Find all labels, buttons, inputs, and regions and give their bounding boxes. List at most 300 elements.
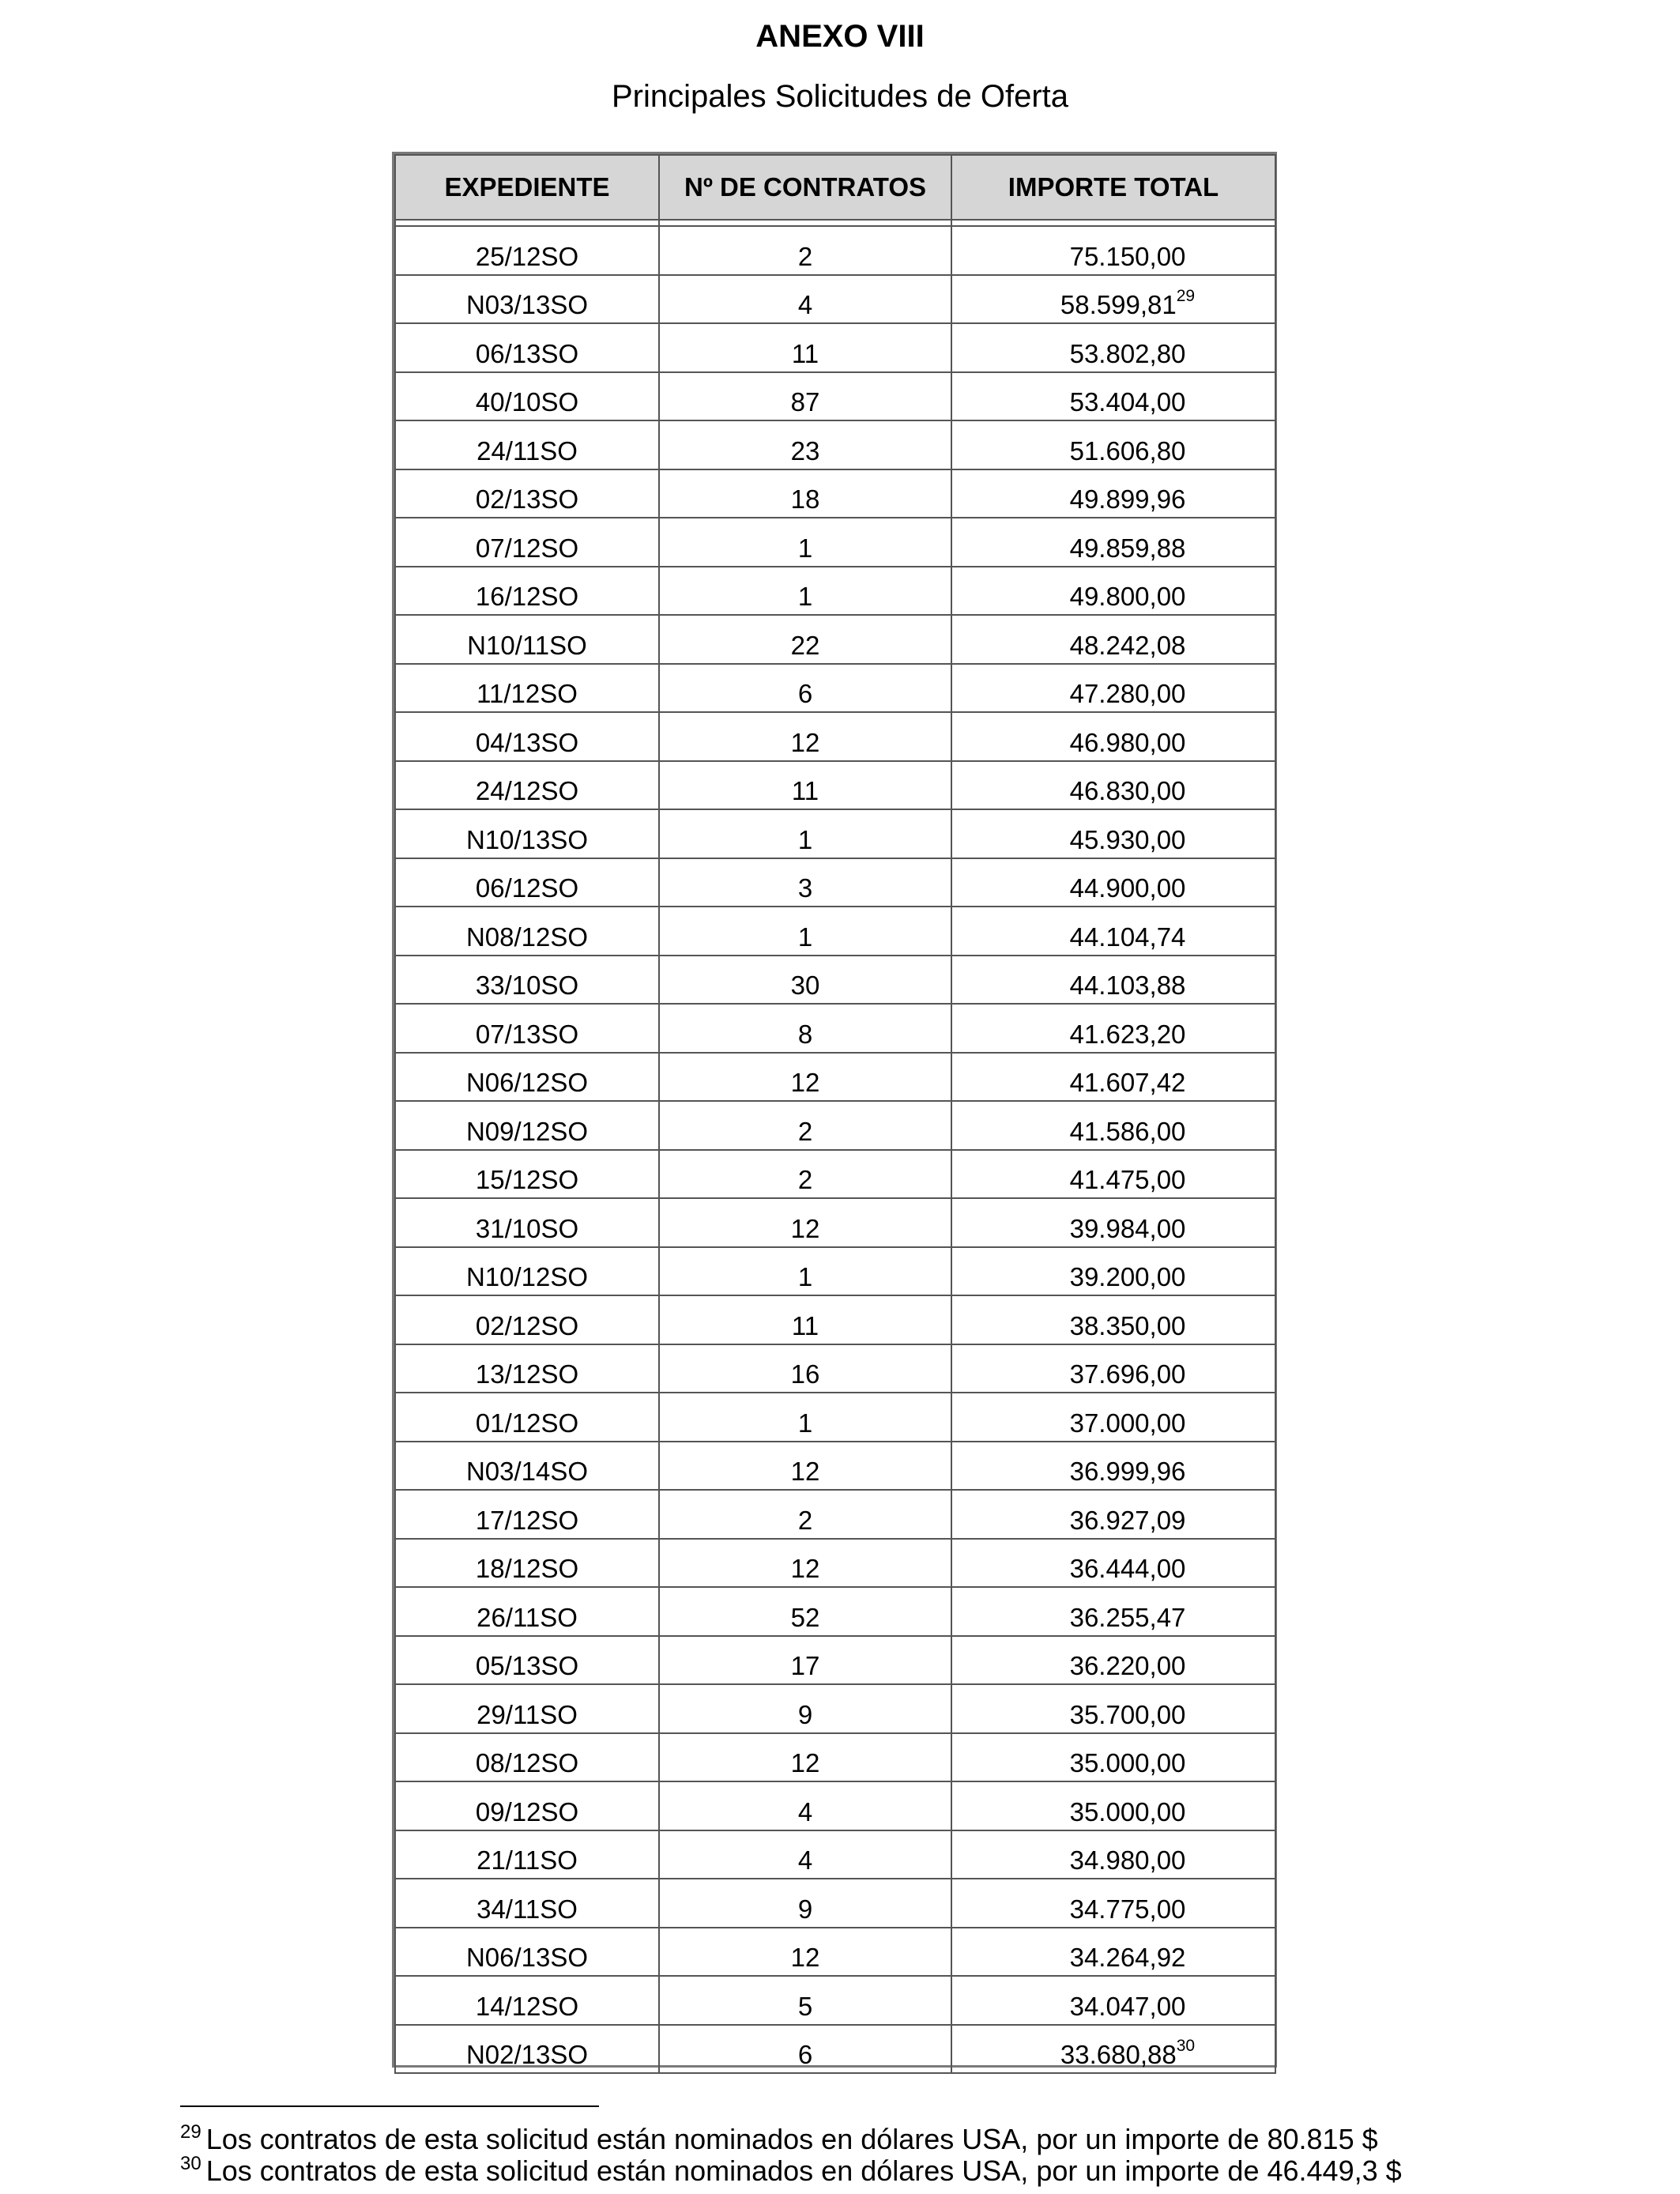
- cell-expediente: [395, 372, 659, 421]
- cell-contratos-text: 11: [791, 1310, 819, 1340]
- cell-contratos-text: 8: [797, 1019, 813, 1049]
- footnote-separator: [180, 2105, 599, 2107]
- cell-importe: [951, 1247, 1275, 1296]
- cell-contratos-text: 1: [797, 824, 813, 854]
- cell-contratos: [659, 1004, 951, 1053]
- cell-expediente-text: 04/13SO: [475, 727, 579, 757]
- cell-importe-wrap: [952, 824, 1275, 858]
- cell-contratos: [659, 712, 951, 761]
- cell-importe-wrap: [952, 630, 1275, 663]
- cell-contratos-text: 1: [797, 1408, 813, 1438]
- table-row: [395, 761, 1275, 810]
- cell-contratos-text: 6: [797, 679, 813, 708]
- cell-contratos: [659, 1490, 951, 1539]
- cell-expediente-text: 13/12SO: [475, 1359, 579, 1389]
- cell-importe-text: 38.350,00: [1069, 1310, 1186, 1340]
- cell-contratos: [659, 518, 951, 567]
- cell-contratos-text: 23: [790, 435, 820, 466]
- cell-contratos: [659, 1928, 951, 1977]
- cell-contratos: [659, 1539, 951, 1588]
- cell-importe-wrap: [952, 1164, 1275, 1197]
- cell-expediente: [395, 226, 659, 275]
- cell-importe-wrap: [952, 873, 1275, 906]
- table-row: [395, 1733, 1275, 1782]
- cell-expediente: [395, 956, 659, 1005]
- footnote-number: 30: [180, 2153, 202, 2174]
- cell-importe-wrap: [952, 241, 1275, 274]
- cell-expediente: [395, 1198, 659, 1247]
- table-row: [395, 518, 1275, 567]
- cell-contratos: [659, 1393, 951, 1442]
- table-row: [395, 1490, 1275, 1539]
- table-row: [395, 1295, 1275, 1344]
- cell-importe-text: 47.280,00: [1069, 679, 1186, 708]
- cell-expediente-text: 24/12SO: [475, 776, 579, 805]
- cell-expediente: [395, 1344, 659, 1393]
- cell-contratos: [659, 809, 951, 858]
- cell-importe: [951, 1295, 1275, 1344]
- cell-expediente: [395, 420, 659, 469]
- cell-contratos-text: 5: [797, 1991, 813, 2021]
- cell-contratos: [659, 1587, 951, 1636]
- cell-expediente: [395, 1830, 659, 1879]
- cell-importe-text: 46.980,00: [1069, 727, 1186, 757]
- cell-contratos-text: 12: [790, 1943, 820, 1972]
- cell-contratos-text: 2: [797, 1116, 813, 1146]
- footnote-text: Los contratos de esta solicitud están nominados en dólares USA, por un importe de 46.449,3 $: [205, 2154, 1402, 2187]
- cell-contratos-text: 12: [790, 727, 820, 757]
- cell-importe: [951, 1830, 1275, 1879]
- cell-importe-wrap: [952, 1991, 1275, 2024]
- cell-importe-text: 41.607,42: [1069, 1068, 1186, 1097]
- table-row: [395, 1879, 1275, 1928]
- cell-expediente: [395, 1053, 659, 1102]
- table-row: [395, 1442, 1275, 1491]
- header-spacer: [395, 220, 1275, 226]
- cell-importe-wrap: [952, 970, 1275, 1003]
- cell-expediente-text: 11/12SO: [477, 679, 578, 708]
- cell-expediente: [395, 664, 659, 713]
- cell-contratos-text: 2: [797, 1505, 813, 1535]
- cell-contratos-text: 22: [790, 630, 820, 660]
- cell-contratos-text: 16: [790, 1359, 820, 1389]
- cell-importe-text: 41.586,00: [1069, 1116, 1186, 1146]
- cell-expediente: [395, 809, 659, 858]
- cell-expediente-text: N08/12SO: [465, 922, 589, 952]
- table-row: [395, 1636, 1275, 1685]
- cell-importe-wrap: [952, 484, 1275, 517]
- cell-importe-text: 44.103,88: [1069, 971, 1186, 1000]
- cell-importe: [951, 420, 1275, 469]
- cell-importe-wrap: [952, 1067, 1275, 1100]
- cell-expediente-text: 17/12SO: [475, 1505, 579, 1535]
- cell-importe-wrap: [952, 1505, 1275, 1538]
- table-row: [395, 1781, 1275, 1830]
- cell-contratos: [659, 664, 951, 713]
- cell-expediente-text: 09/12SO: [475, 1796, 579, 1826]
- cell-importe-text: 36.220,00: [1069, 1651, 1186, 1680]
- cell-importe-wrap: [952, 533, 1275, 566]
- table-row: [395, 858, 1275, 907]
- table-row: [395, 275, 1275, 324]
- cell-contratos: [659, 1781, 951, 1830]
- cell-importe-text: 35.000,00: [1069, 1748, 1186, 1777]
- table-row: [395, 226, 1275, 275]
- table-row: [395, 615, 1275, 664]
- cell-contratos-text: 1: [797, 582, 813, 611]
- cell-importe-text: 36.255,47: [1069, 1602, 1186, 1632]
- cell-importe-text: 41.623,20: [1069, 1019, 1186, 1049]
- table-row: [395, 1393, 1275, 1442]
- cell-expediente: [395, 615, 659, 664]
- cell-contratos-text: 12: [790, 1068, 820, 1097]
- cell-expediente: [395, 1879, 659, 1928]
- cell-importe-text: 39.200,00: [1069, 1262, 1186, 1291]
- cell-expediente: [395, 469, 659, 518]
- cell-importe-wrap: [952, 1942, 1275, 1975]
- table-frame: [392, 152, 1277, 2068]
- cell-expediente: [395, 1733, 659, 1782]
- cell-importe: [951, 469, 1275, 518]
- cell-contratos-text: 4: [797, 1845, 813, 1875]
- cell-expediente-text: 26/11SO: [477, 1602, 578, 1632]
- cell-importe: [951, 1733, 1275, 1782]
- cell-expediente: [395, 323, 659, 372]
- cell-importe-text: 35.000,00: [1069, 1796, 1186, 1826]
- cell-contratos-text: 17: [790, 1651, 820, 1680]
- cell-importe-wrap: [952, 678, 1275, 711]
- cell-expediente-text: 14/12SO: [475, 1991, 579, 2021]
- cell-importe-wrap: [952, 1359, 1275, 1392]
- cell-expediente-text: 33/10SO: [475, 971, 579, 1000]
- cell-importe-wrap: [952, 727, 1275, 760]
- cell-expediente-text: 40/10SO: [475, 387, 579, 417]
- table-row: [395, 1247, 1275, 1296]
- cell-expediente: [395, 1490, 659, 1539]
- cell-importe-text: 39.984,00: [1069, 1213, 1186, 1243]
- cell-contratos: [659, 956, 951, 1005]
- cell-expediente-text: 29/11SO: [477, 1699, 578, 1729]
- cell-importe: [951, 712, 1275, 761]
- cell-contratos: [659, 1344, 951, 1393]
- table-header-row: [395, 155, 1275, 220]
- cell-importe-wrap: [952, 1796, 1275, 1830]
- cell-importe-wrap: [952, 1310, 1275, 1344]
- cell-contratos: [659, 1879, 951, 1928]
- spacer-cell: [395, 220, 659, 226]
- cell-expediente: [395, 1539, 659, 1588]
- cell-importe: [951, 1636, 1275, 1685]
- table-row: [395, 567, 1275, 616]
- cell-importe: [951, 1587, 1275, 1636]
- cell-importe-text: 48.242,08: [1069, 630, 1186, 660]
- cell-expediente: [395, 1004, 659, 1053]
- table-row: [395, 469, 1275, 518]
- cell-contratos: [659, 1101, 951, 1150]
- cell-importe-text: 53.802,80: [1069, 338, 1186, 368]
- cell-expediente-text: 02/13SO: [475, 484, 579, 514]
- cell-importe: [951, 2025, 1275, 2074]
- cell-contratos: [659, 1684, 951, 1733]
- cell-importe: [951, 1344, 1275, 1393]
- cell-expediente-text: 06/12SO: [475, 873, 579, 903]
- cell-expediente-text: N02/13SO: [465, 2040, 589, 2069]
- cell-contratos: [659, 323, 951, 372]
- cell-importe: [951, 1004, 1275, 1053]
- cell-importe-text: 41.475,00: [1069, 1165, 1186, 1194]
- cell-importe-text: 36.999,96: [1069, 1457, 1186, 1486]
- cell-expediente: [395, 1587, 659, 1636]
- footnote-29: [180, 2123, 1378, 2156]
- cell-contratos-text: 12: [790, 1748, 820, 1777]
- cell-importe-text: 33.680,88: [1060, 2040, 1177, 2069]
- cell-importe-text: 34.264,92: [1069, 1943, 1186, 1972]
- cell-importe-wrap: [952, 1553, 1275, 1586]
- cell-contratos-text: 3: [797, 873, 813, 903]
- table-row: [395, 1198, 1275, 1247]
- table-row: [395, 1053, 1275, 1102]
- cell-importe: [951, 1976, 1275, 2025]
- footnote-30: [180, 2154, 1402, 2188]
- cell-expediente: [395, 1976, 659, 2025]
- cell-importe: [951, 518, 1275, 567]
- cell-expediente: [395, 1247, 659, 1296]
- table-row: [395, 1928, 1275, 1977]
- table-row: [395, 372, 1275, 421]
- header-importe: IMPORTE TOTAL: [951, 155, 1275, 220]
- table-row: [395, 712, 1275, 761]
- table-row: [395, 1101, 1275, 1150]
- cell-expediente: [395, 1150, 659, 1199]
- cell-expediente: [395, 1442, 659, 1491]
- cell-importe-wrap: [952, 775, 1275, 809]
- cell-contratos: [659, 469, 951, 518]
- cell-contratos-text: 9: [797, 1699, 813, 1729]
- cell-importe-text: 36.444,00: [1069, 1554, 1186, 1583]
- cell-importe-wrap: [952, 1747, 1275, 1781]
- cell-importe-wrap: [952, 1602, 1275, 1635]
- cell-contratos: [659, 372, 951, 421]
- cell-expediente-text: 01/12SO: [475, 1408, 579, 1438]
- cell-expediente-text: 18/12SO: [475, 1554, 579, 1583]
- cell-importe: [951, 956, 1275, 1005]
- spacer-cell: [659, 220, 951, 226]
- solicitudes-table: [394, 154, 1276, 2074]
- cell-importe-text: 58.599,81: [1060, 290, 1177, 319]
- cell-contratos-text: 12: [790, 1457, 820, 1486]
- cell-expediente-text: 08/12SO: [475, 1748, 579, 1777]
- cell-importe-wrap: [952, 1019, 1275, 1052]
- cell-contratos-text: 1: [797, 533, 813, 563]
- cell-importe-text: 51.606,80: [1069, 435, 1186, 466]
- cell-importe-text: 34.047,00: [1069, 1991, 1186, 2021]
- cell-contratos-text: 6: [797, 2040, 813, 2069]
- cell-expediente-text: 25/12SO: [475, 241, 579, 271]
- cell-importe-wrap: [952, 338, 1275, 371]
- cell-contratos: [659, 761, 951, 810]
- cell-importe: [951, 1490, 1275, 1539]
- cell-importe-text: 37.000,00: [1069, 1408, 1186, 1438]
- cell-expediente-text: 05/13SO: [475, 1651, 579, 1680]
- table-row: [395, 664, 1275, 713]
- cell-contratos: [659, 226, 951, 275]
- cell-expediente-text: N03/13SO: [465, 290, 589, 319]
- cell-importe: [951, 1928, 1275, 1977]
- cell-expediente: [395, 858, 659, 907]
- cell-contratos-text: 11: [791, 776, 819, 805]
- cell-contratos: [659, 275, 951, 324]
- cell-contratos: [659, 1636, 951, 1685]
- cell-expediente-text: N06/12SO: [465, 1068, 589, 1097]
- table-row: [395, 1684, 1275, 1733]
- cell-importe-text: 34.980,00: [1069, 1845, 1186, 1875]
- cell-importe: [951, 567, 1275, 616]
- cell-contratos-text: 1: [797, 922, 813, 952]
- cell-importe-text: 49.859,88: [1069, 533, 1186, 563]
- cell-contratos-text: 4: [797, 290, 813, 319]
- cell-importe-text: 36.927,09: [1069, 1505, 1186, 1535]
- cell-expediente-text: N10/12SO: [465, 1262, 589, 1291]
- cell-expediente: [395, 1393, 659, 1442]
- annex-subtitle: Principales Solicitudes de Oferta: [611, 79, 1069, 114]
- cell-importe-wrap: [952, 1261, 1275, 1295]
- annex-title: ANEXO VIII: [755, 19, 925, 54]
- cell-contratos: [659, 1247, 951, 1296]
- cell-importe: [951, 323, 1275, 372]
- footnote-reference: 29: [1176, 287, 1196, 305]
- table-row: [395, 1344, 1275, 1393]
- table-row: [395, 1587, 1275, 1636]
- cell-expediente: [395, 1295, 659, 1344]
- footnote-text: Los contratos de esta solicitud están nominados en dólares USA, por un importe de 80.815 $: [205, 2123, 1378, 2155]
- cell-contratos: [659, 1198, 951, 1247]
- cell-expediente-text: N10/13SO: [465, 824, 589, 854]
- cell-contratos: [659, 1295, 951, 1344]
- cell-contratos-text: 9: [797, 1894, 813, 1924]
- cell-importe-wrap: [952, 1213, 1275, 1246]
- cell-expediente: [395, 518, 659, 567]
- cell-importe: [951, 1393, 1275, 1442]
- table-row: [395, 1004, 1275, 1053]
- cell-expediente-text: 15/12SO: [475, 1165, 579, 1194]
- cell-contratos: [659, 1442, 951, 1491]
- cell-expediente: [395, 1781, 659, 1830]
- cell-expediente-text: 06/13SO: [475, 338, 579, 368]
- cell-importe-text: 49.899,96: [1069, 484, 1186, 514]
- cell-expediente-text: 21/11SO: [477, 1845, 578, 1875]
- cell-importe-wrap: [952, 1116, 1275, 1149]
- cell-expediente: [395, 907, 659, 956]
- cell-importe-wrap: [952, 1894, 1275, 1927]
- cell-contratos-text: 2: [797, 241, 813, 271]
- cell-importe-wrap: [952, 581, 1275, 614]
- cell-contratos: [659, 615, 951, 664]
- cell-expediente: [395, 275, 659, 324]
- cell-importe: [951, 858, 1275, 907]
- cell-importe: [951, 664, 1275, 713]
- cell-expediente: [395, 1636, 659, 1685]
- cell-importe-text: 46.830,00: [1069, 776, 1186, 805]
- cell-contratos: [659, 1830, 951, 1879]
- cell-contratos: [659, 567, 951, 616]
- cell-importe: [951, 615, 1275, 664]
- cell-importe-text: 53.404,00: [1069, 387, 1186, 417]
- cell-importe: [951, 226, 1275, 275]
- table-row: [395, 420, 1275, 469]
- cell-importe-wrap: [952, 1456, 1275, 1489]
- footnote-number: 29: [180, 2121, 202, 2143]
- cell-importe-text: 34.775,00: [1069, 1894, 1186, 1924]
- cell-importe-wrap: [952, 1699, 1275, 1732]
- cell-importe-wrap: [952, 1408, 1275, 1441]
- cell-expediente: [395, 712, 659, 761]
- table-row: [395, 907, 1275, 956]
- cell-expediente-text: 16/12SO: [475, 582, 579, 611]
- cell-importe: [951, 1150, 1275, 1199]
- cell-importe-text: 44.900,00: [1069, 873, 1186, 903]
- cell-importe-wrap: [952, 2039, 1275, 2072]
- cell-contratos-text: 2: [797, 1165, 813, 1194]
- cell-contratos: [659, 858, 951, 907]
- cell-importe-text: 49.800,00: [1069, 582, 1186, 611]
- cell-expediente-text: 07/12SO: [475, 533, 579, 563]
- cell-contratos-text: 4: [797, 1796, 813, 1826]
- table-row: [395, 956, 1275, 1005]
- cell-contratos-text: 30: [790, 971, 820, 1000]
- cell-importe: [951, 1442, 1275, 1491]
- cell-expediente: [395, 2025, 659, 2074]
- cell-importe: [951, 809, 1275, 858]
- cell-contratos: [659, 1053, 951, 1102]
- cell-expediente: [395, 761, 659, 810]
- cell-importe-wrap: [952, 1650, 1275, 1683]
- cell-importe: [951, 275, 1275, 324]
- cell-contratos-text: 12: [790, 1554, 820, 1583]
- cell-importe-wrap: [952, 435, 1275, 469]
- cell-expediente: [395, 1684, 659, 1733]
- cell-contratos-text: 12: [790, 1213, 820, 1243]
- cell-expediente: [395, 1101, 659, 1150]
- cell-expediente-text: N09/12SO: [465, 1116, 589, 1146]
- table-row: [395, 2025, 1275, 2074]
- cell-expediente-text: 24/11SO: [477, 435, 578, 466]
- cell-contratos: [659, 1150, 951, 1199]
- spacer-cell: [951, 220, 1275, 226]
- cell-contratos: [659, 2025, 951, 2074]
- cell-importe-wrap: [952, 289, 1275, 322]
- cell-importe-text: 35.700,00: [1069, 1699, 1186, 1729]
- cell-contratos: [659, 1976, 951, 2025]
- cell-expediente-text: 02/12SO: [475, 1310, 579, 1340]
- header-expediente: EXPEDIENTE: [395, 155, 659, 220]
- cell-importe-wrap: [952, 386, 1275, 420]
- cell-contratos-text: 1: [797, 1262, 813, 1291]
- cell-contratos-text: 87: [790, 387, 820, 417]
- cell-importe: [951, 1198, 1275, 1247]
- table-body: [395, 220, 1275, 2073]
- cell-contratos-text: 52: [790, 1602, 820, 1632]
- cell-importe: [951, 761, 1275, 810]
- cell-importe: [951, 1684, 1275, 1733]
- cell-contratos: [659, 420, 951, 469]
- cell-contratos: [659, 907, 951, 956]
- table-row: [395, 1830, 1275, 1879]
- cell-contratos-text: 18: [790, 484, 820, 514]
- cell-contratos: [659, 1733, 951, 1782]
- cell-importe: [951, 1053, 1275, 1102]
- cell-expediente-text: N03/14SO: [465, 1457, 589, 1486]
- table-row: [395, 809, 1275, 858]
